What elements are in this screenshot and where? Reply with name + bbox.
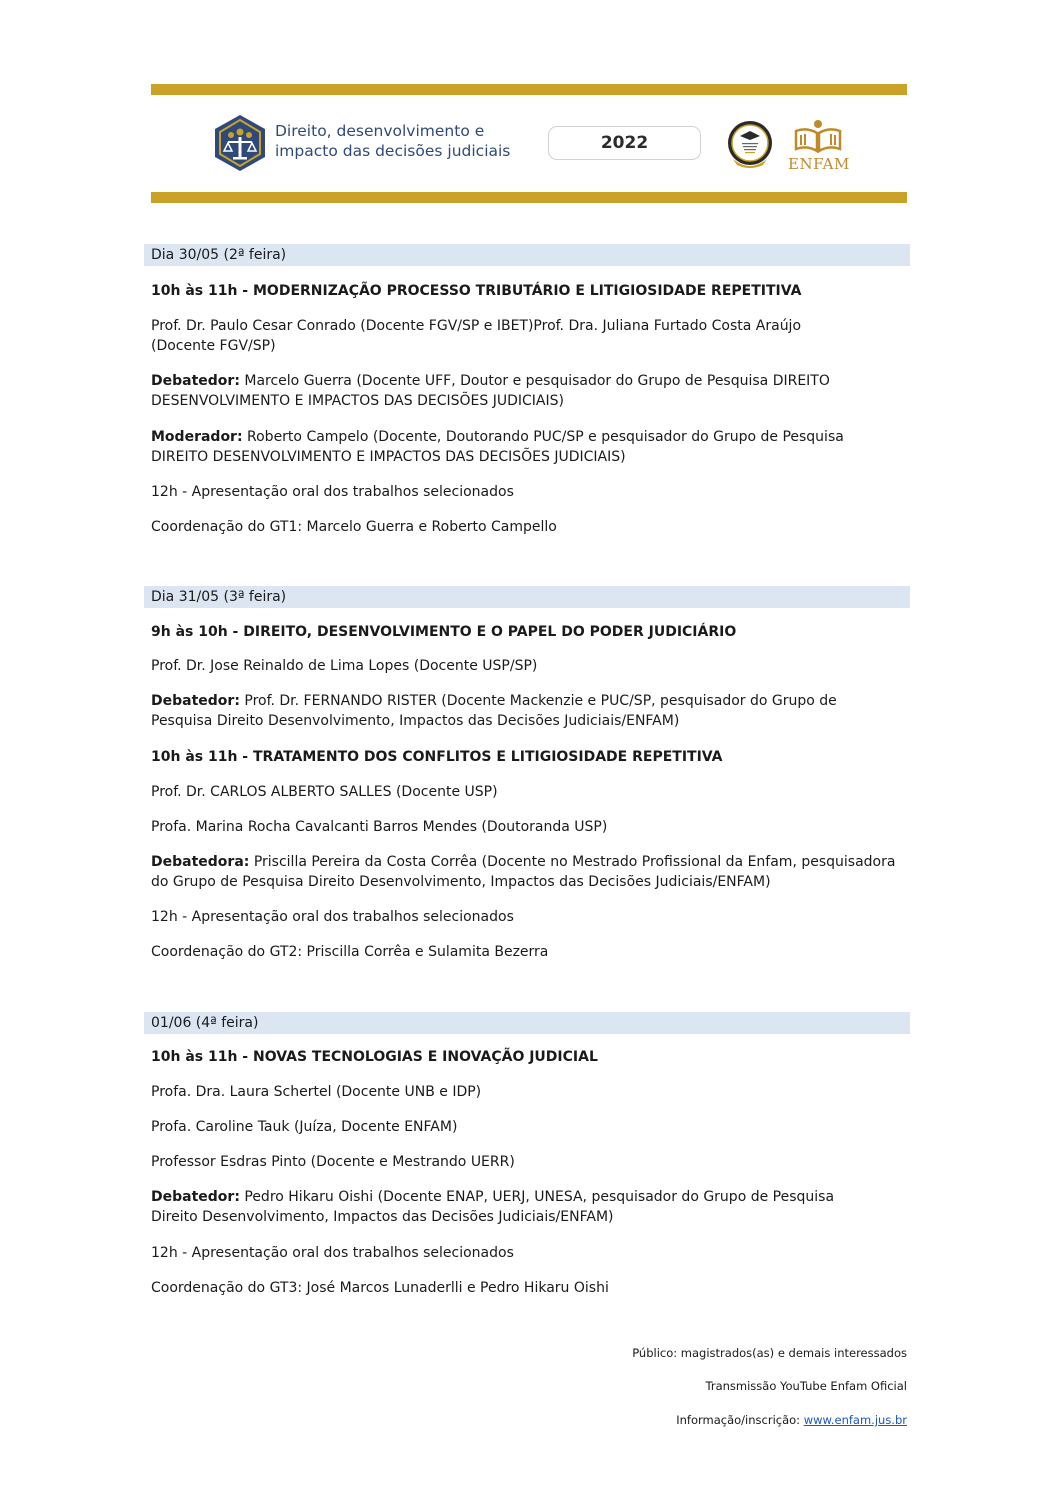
- debatedor-line: [151, 1187, 834, 1207]
- debatedor-line-cont: DESENVOLVIMENTO E IMPACTOS DAS DECISÕES JUDICIAIS): [151, 393, 564, 409]
- enfam-logo: [788, 115, 848, 177]
- coordination-line: Coordenação do GT1: Marcelo Guerra e Roberto Campello: [151, 519, 557, 535]
- coordination-line: Coordenação do GT3: José Marcos Lunaderlli e Pedro Hikaru Oishi: [151, 1280, 609, 1296]
- audience-note: Público: magistrados(as) e demais interessados: [632, 1346, 907, 1360]
- debatedor-line: [151, 371, 830, 391]
- header-bottom-rule: [151, 192, 907, 203]
- role-text: Roberto Campelo (Docente, Doutorando PUC/SP e pesquisador do Grupo de Pesquisa: [242, 429, 844, 445]
- role-label: Debatedor:: [151, 1189, 240, 1205]
- broadcast-note: Transmissão YouTube Enfam Oficial: [705, 1379, 907, 1393]
- role-text: Prof. Dr. FERNANDO RISTER (Docente Mackenzie e PUC/SP, pesquisador do Grupo de: [239, 693, 837, 709]
- role-label: Debatedor:: [151, 693, 240, 709]
- page-header: [151, 95, 907, 192]
- presentation-line: 12h - Apresentação oral dos trabalhos selecionados: [151, 484, 514, 500]
- day-header: Dia 30/05 (2ª feira): [144, 244, 910, 266]
- session-title: 10h às 11h - MODERNIZAÇÃO PROCESSO TRIBUTÁRIO E LITIGIOSIDADE REPETITIVA: [151, 283, 802, 299]
- speaker-line: Profa. Caroline Tauk (Juíza, Docente ENFAM): [151, 1119, 458, 1135]
- role-label: Debatedor:: [151, 373, 240, 389]
- debatedor-line: [151, 691, 837, 711]
- session-title: 10h às 11h - NOVAS TECNOLOGIAS E INOVAÇÃO JUDICIAL: [151, 1049, 598, 1065]
- enfam-website-link[interactable]: www.enfam.jus.br: [803, 1413, 907, 1427]
- role-label: Moderador:: [151, 429, 243, 445]
- speakers-line: Prof. Dr. Paulo Cesar Conrado (Docente FGV/SP e IBET)Prof. Dra. Juliana Furtado Costa Araújo: [151, 318, 802, 334]
- brand-line-2: impacto das decisões judiciais: [275, 142, 511, 160]
- debatedor-line-cont: Pesquisa Direito Desenvolvimento, Impactos das Decisões Judiciais/ENFAM): [151, 713, 680, 729]
- day-header: Dia 31/05 (3ª feira): [144, 586, 910, 608]
- speakers-line: (Docente FGV/SP): [151, 338, 276, 354]
- info-label: Informação/inscrição:: [676, 1413, 804, 1427]
- speaker-line: Professor Esdras Pinto (Docente e Mestrando UERR): [151, 1154, 515, 1170]
- presentation-line: 12h - Apresentação oral dos trabalhos selecionados: [151, 909, 514, 925]
- role-text: Pedro Hikaru Oishi (Docente ENAP, UERJ, UNESA, pesquisador do Grupo de Pesquisa: [239, 1189, 835, 1205]
- session-title: 9h às 10h - DIREITO, DESENVOLVIMENTO E O PAPEL DO PODER JUDICIÁRIO: [151, 624, 737, 640]
- info-line: [676, 1412, 907, 1428]
- research-group-logo-icon: [212, 113, 268, 173]
- debatedora-line-cont: do Grupo de Pesquisa Direito Desenvolvimento, Impactos das Decisões Judiciais/ENFAM): [151, 874, 771, 890]
- role-label: Debatedora:: [151, 854, 250, 870]
- debatedora-line: [151, 852, 895, 872]
- mestrado-seal-icon: [725, 119, 775, 171]
- brand-title: [275, 121, 510, 161]
- year-badge: 2022: [548, 126, 701, 160]
- session-title: 10h às 11h - TRATAMENTO DOS CONFLITOS E LITIGIOSIDADE REPETITIVA: [151, 749, 723, 765]
- speaker-line: Profa. Marina Rocha Cavalcanti Barros Mendes (Doutoranda USP): [151, 819, 608, 835]
- book-icon: [788, 115, 848, 155]
- speaker-line: Profa. Dra. Laura Schertel (Docente UNB e IDP): [151, 1084, 482, 1100]
- role-text: Priscilla Pereira da Costa Corrêa (Docente no Mestrado Profissional da Enfam, pesquisadora: [249, 854, 896, 870]
- enfam-wordmark: ENFAM: [788, 155, 850, 173]
- day-header: 01/06 (4ª feira): [144, 1012, 910, 1034]
- header-top-rule: [151, 84, 907, 95]
- moderador-line-cont: DIREITO DESENVOLVIMENTO E IMPACTOS DAS DECISÕES JUDICIAIS): [151, 449, 626, 465]
- debatedor-line-cont: Direito Desenvolvimento, Impactos das Decisões Judiciais/ENFAM): [151, 1209, 614, 1225]
- moderador-line: [151, 427, 844, 447]
- speaker-line: Prof. Dr. Jose Reinaldo de Lima Lopes (Docente USP/SP): [151, 658, 538, 674]
- brand-line-1: Direito, desenvolvimento e: [275, 122, 485, 140]
- presentation-line: 12h - Apresentação oral dos trabalhos selecionados: [151, 1245, 514, 1261]
- role-text: Marcelo Guerra (Docente UFF, Doutor e pesquisador do Grupo de Pesquisa DIREITO: [239, 373, 830, 389]
- speaker-line: Prof. Dr. CARLOS ALBERTO SALLES (Docente USP): [151, 784, 498, 800]
- coordination-line: Coordenação do GT2: Priscilla Corrêa e Sulamita Bezerra: [151, 944, 549, 960]
